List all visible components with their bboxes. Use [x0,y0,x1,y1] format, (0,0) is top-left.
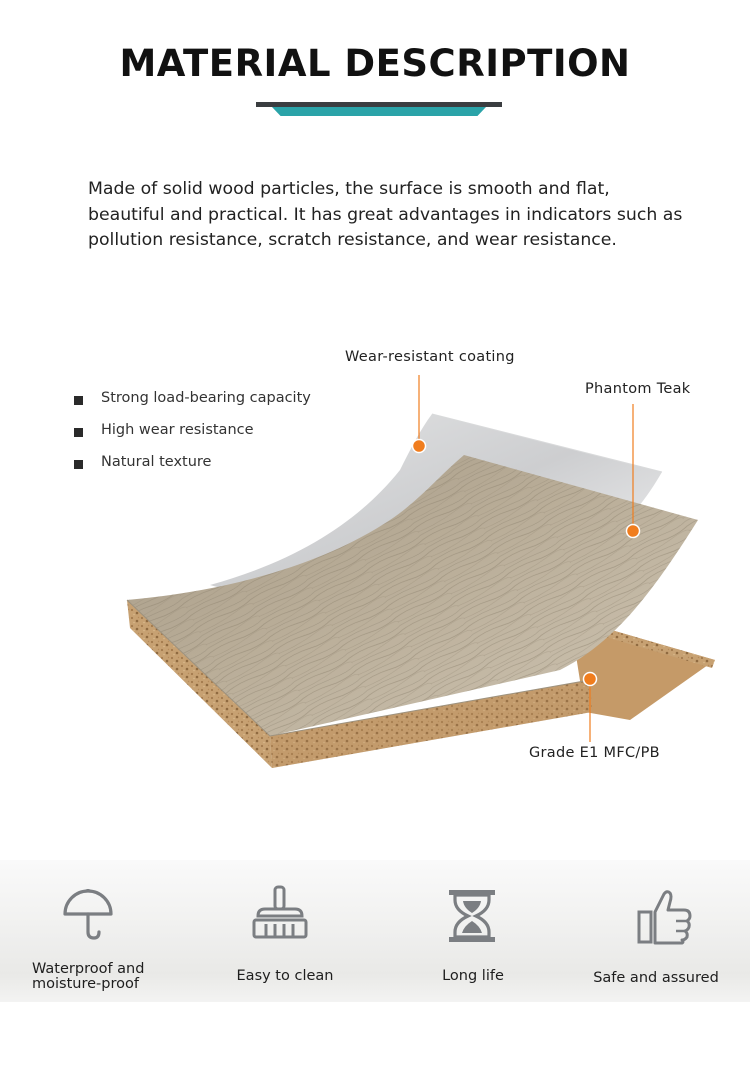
title-underline-accent [272,107,486,116]
feature-label-easy-clean: Easy to clean [236,968,334,984]
thumbs-up-icon [636,888,694,946]
coating-layer-label: Wear-resistant coating [345,349,515,365]
feature-label-line: Waterproof and [32,961,145,977]
core-layer-label: Grade E1 MFC/PB [529,745,660,761]
feature-label-waterproof [32,962,146,992]
hourglass-icon [447,888,497,944]
feature-label-safe: Safe and assured [593,970,719,986]
laminated-board-illustration [0,300,750,800]
umbrella-icon [60,886,116,942]
section-title: MATERIAL DESCRIPTION [119,42,631,85]
feature-label-long-life: Long life [442,968,504,984]
bullet-text: High wear resistance [101,422,254,438]
bullet-text: Natural texture [101,454,212,470]
decor-layer-label: Phantom Teak [585,381,691,397]
brush-icon [250,884,310,944]
bullet-text: Strong load-bearing capacity [101,390,311,406]
feature-label-line: moisture-proof [32,976,139,992]
title-underline [256,102,502,107]
material-description: Made of solid wood particles, the surface is smooth and flat, beautiful and practical. It has great advantages in indicators such as pollution resistance, scratch resistance, and wear resistance. [88,179,683,250]
